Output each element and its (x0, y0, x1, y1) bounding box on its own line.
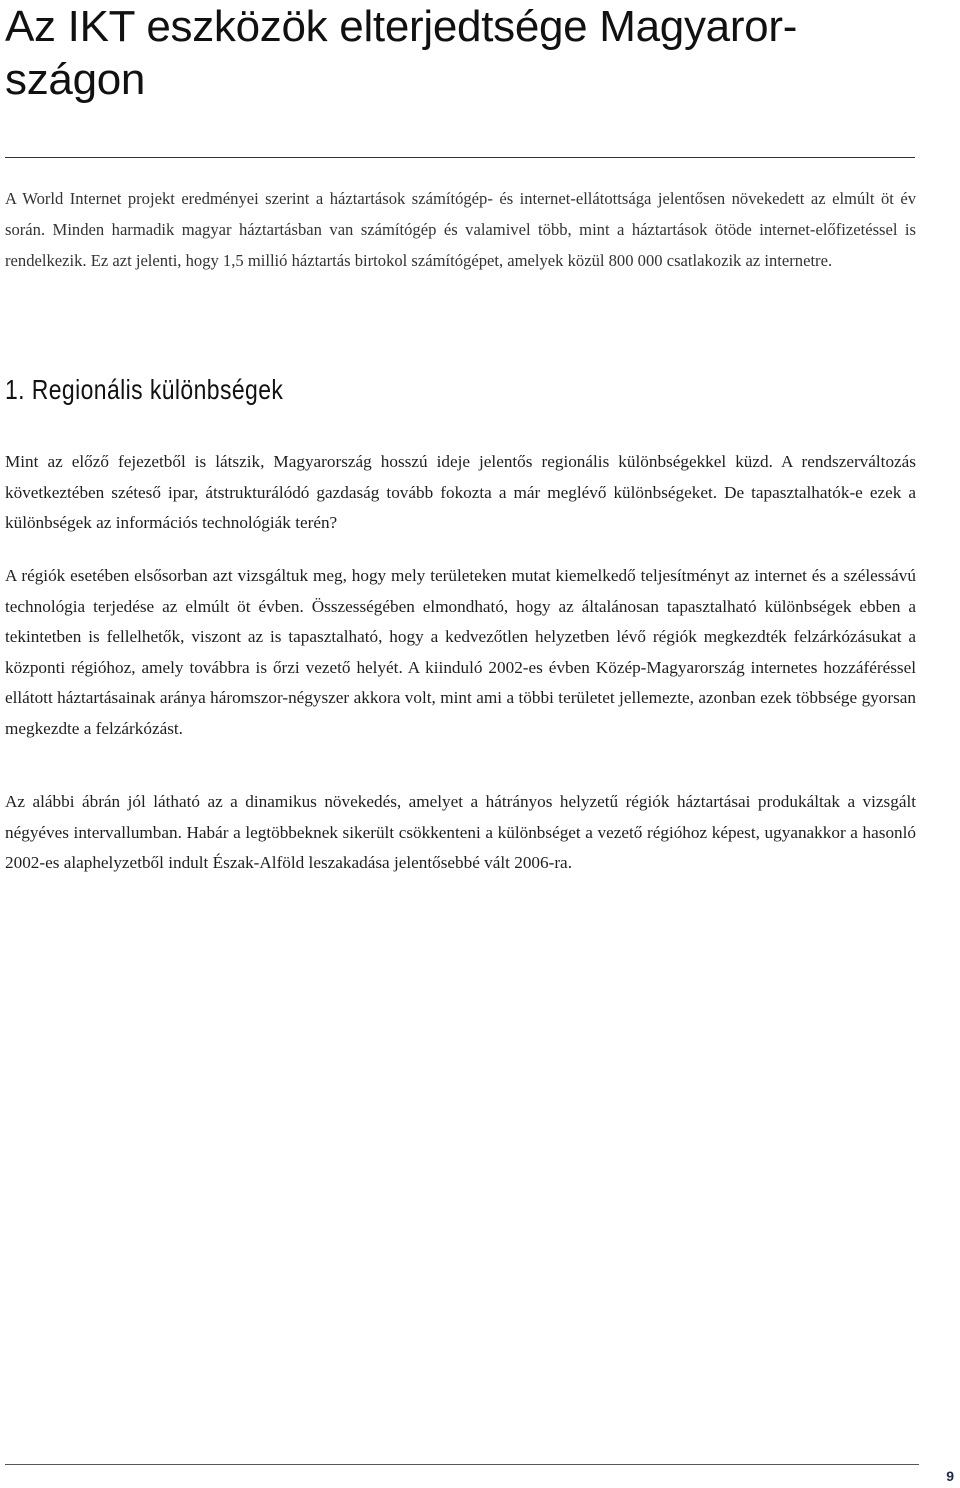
body-paragraph-2: A régiók esetében elsősorban azt vizsgáltuk meg, hogy mely területeken mutat kiemelkedő teljesítményt az internet és a szélessávú technológia terjedése az elmúlt öt évben. Összességében elmondható, hogy az általánosan tapasztalható különbségek ebben a tekintetben is fellelhetők, viszont az is tapasztalható, hogy a kedvezőtlen helyzetben lévő régiók megkezdték felzárkózásukat a központi régióhoz, amely továbbra is őrzi vezető helyét. A kiinduló 2002-es évben Közép-Magyarország internetes hozzáféréssel ellátott háztartásainak aránya háromszor-négyszer akkora volt, mint ami a többi területet jellemezte, azonban ezek többsége gyorsan megkezdte a felzárkózást. (5, 566, 916, 738)
section-heading: 1. Regionális különbségek (5, 374, 284, 405)
body-paragraph-1: Mint az előző fejezetből is látszik, Magyarország hosszú ideje jelentős regionális különbségekkel küzd. A rendszerváltozás következtében széteső ipar, átstrukturálódó gazdaság tovább fokozta a már meglévő különbségeket. De tapasztalhatók-e ezek a különbségek az információs technológiák terén? (5, 452, 916, 532)
page-title: Az IKT eszközök elterjedtsége Magyarországon (5, 2, 798, 104)
footer-divider (5, 1464, 919, 1465)
title-divider (5, 157, 915, 158)
body-paragraph-3: Az alábbi ábrán jól látható az a dinamikus növekedés, amelyet a hátrányos helyzetű régiók háztartásai produkáltak a vizsgált négyéves intervallumban. Habár a legtöbbeknek sikerült csökkenteni a különbséget a vezető régióhoz képest, ugyanakkor a hasonló 2002-es alaphelyzetből indult Észak-Alföld leszakadása jelentősebbé vált 2006-ra. (5, 792, 916, 872)
page-number: 9 (946, 1468, 954, 1484)
intro-paragraph: A World Internet projekt eredményei szerint a háztartások számítógép- és internet-ellátottsága jelentősen növekedett az elmúlt öt év során. Minden harmadik magyar háztartásban van számítógép és valamivel több, mint a háztartások ötöde internet-előfizetéssel is rendelkezik. Ez azt jelenti, hogy 1,5 millió háztartás birtokol számítógépet, amelyek közül 800 000 csatlakozik az internetre. (5, 189, 916, 270)
